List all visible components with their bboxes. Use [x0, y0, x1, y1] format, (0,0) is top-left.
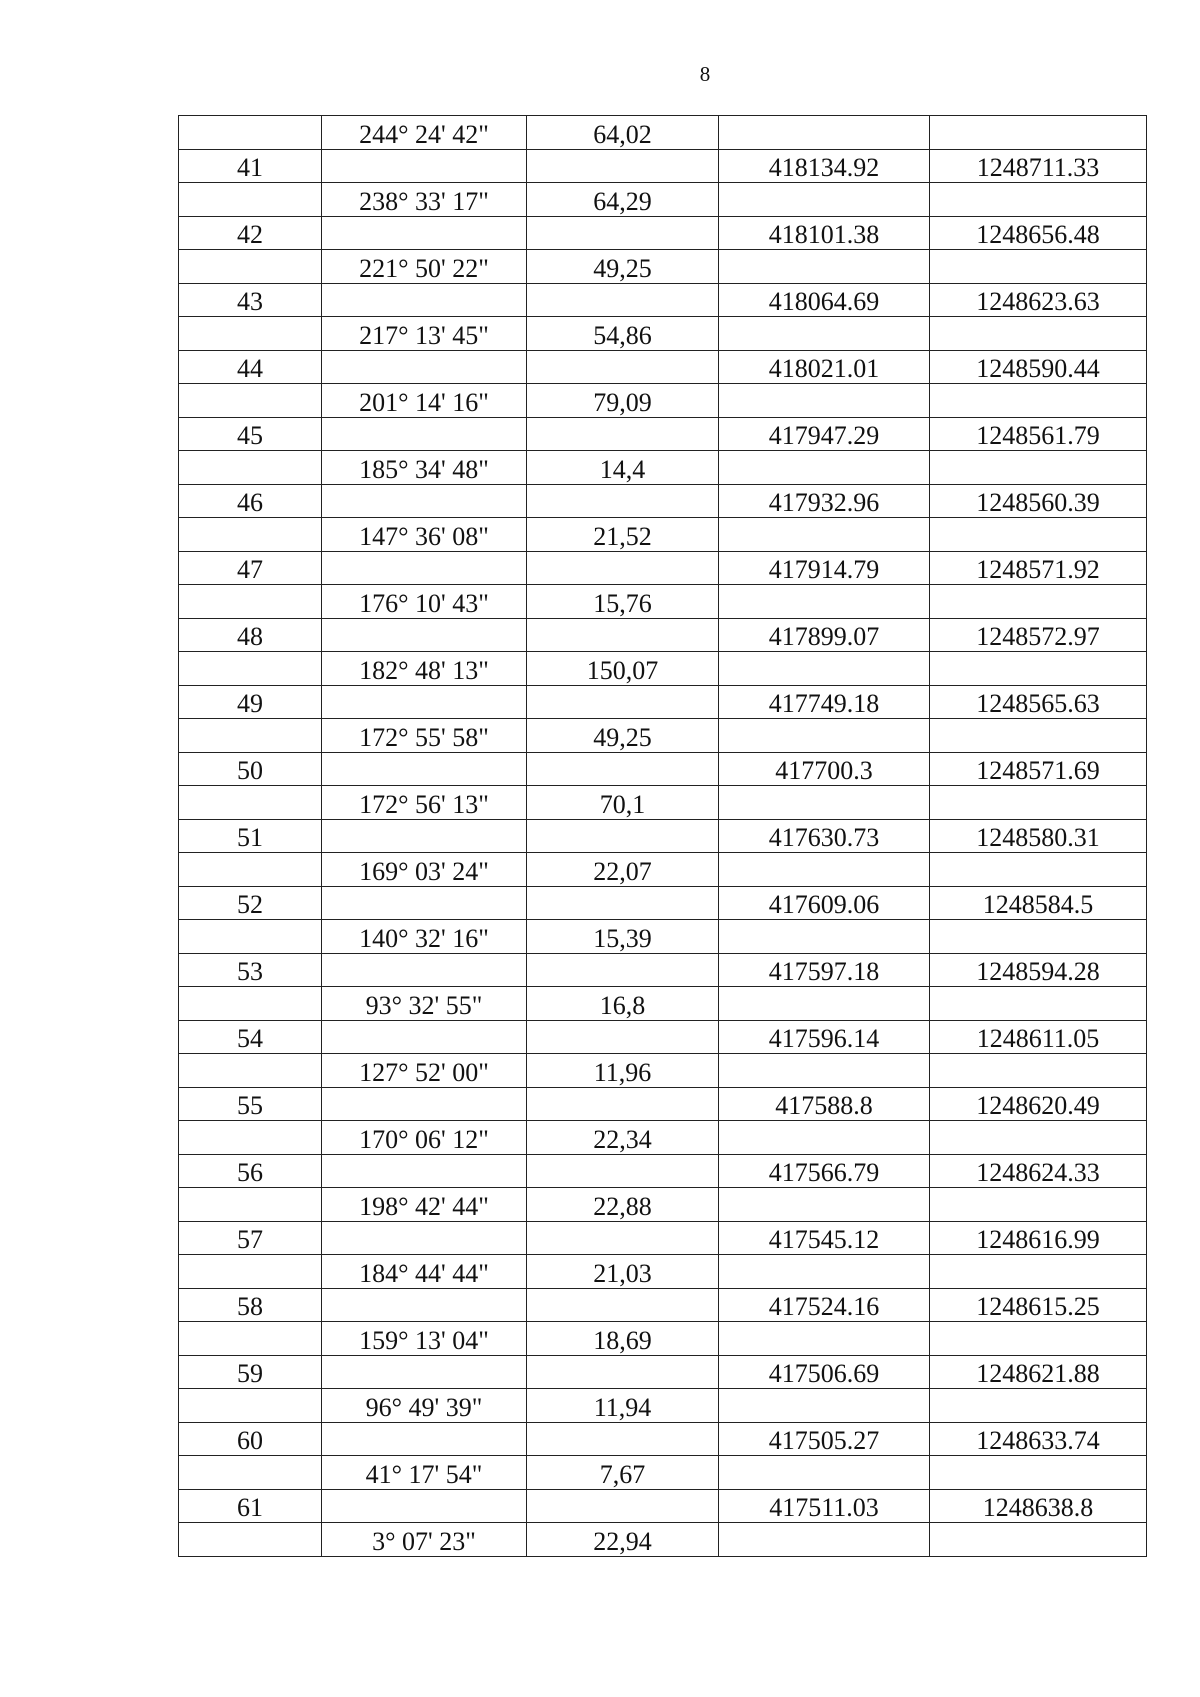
segment-row — [179, 116, 1147, 150]
distance-cell — [527, 953, 719, 987]
segment-row — [179, 317, 1147, 351]
y-coordinate-cell — [930, 1121, 1147, 1155]
x-coordinate-cell — [719, 183, 930, 217]
segment-row — [179, 518, 1147, 552]
distance-cell — [527, 551, 719, 585]
y-coordinate-cell — [930, 1322, 1147, 1356]
point-number-cell: 49 — [179, 685, 322, 719]
point-number-cell — [179, 183, 322, 217]
angle-cell: 3° 07' 23" — [322, 1523, 527, 1557]
distance-cell: 22,07 — [527, 853, 719, 887]
segment-row — [179, 1322, 1147, 1356]
distance-cell — [527, 819, 719, 853]
distance-cell: 15,76 — [527, 585, 719, 619]
point-number-cell: 47 — [179, 551, 322, 585]
point-row — [179, 1087, 1147, 1121]
angle-cell — [322, 1422, 527, 1456]
x-coordinate-cell: 417506.69 — [719, 1355, 930, 1389]
angle-cell — [322, 953, 527, 987]
angle-cell — [322, 1221, 527, 1255]
distance-cell — [527, 1288, 719, 1322]
angle-cell: 176° 10' 43" — [322, 585, 527, 619]
y-coordinate-cell — [930, 652, 1147, 686]
y-coordinate-cell: 1248638.8 — [930, 1489, 1147, 1523]
segment-row — [179, 786, 1147, 820]
point-row — [179, 953, 1147, 987]
point-row — [179, 1489, 1147, 1523]
angle-cell: 182° 48' 13" — [322, 652, 527, 686]
y-coordinate-cell — [930, 384, 1147, 418]
y-coordinate-cell — [930, 719, 1147, 753]
angle-cell — [322, 484, 527, 518]
angle-cell: 140° 32' 16" — [322, 920, 527, 954]
x-coordinate-cell: 417524.16 — [719, 1288, 930, 1322]
distance-cell — [527, 1355, 719, 1389]
angle-cell: 184° 44' 44" — [322, 1255, 527, 1289]
x-coordinate-cell: 418134.92 — [719, 149, 930, 183]
x-coordinate-cell: 417545.12 — [719, 1221, 930, 1255]
x-coordinate-cell: 417914.79 — [719, 551, 930, 585]
angle-cell: 170° 06' 12" — [322, 1121, 527, 1155]
x-coordinate-cell — [719, 317, 930, 351]
segment-row — [179, 1188, 1147, 1222]
x-coordinate-cell — [719, 1054, 930, 1088]
point-row — [179, 618, 1147, 652]
y-coordinate-cell — [930, 518, 1147, 552]
point-row — [179, 283, 1147, 317]
point-row — [179, 216, 1147, 250]
x-coordinate-cell — [719, 1322, 930, 1356]
angle-cell — [322, 551, 527, 585]
angle-cell — [322, 819, 527, 853]
x-coordinate-cell: 417609.06 — [719, 886, 930, 920]
segment-row — [179, 719, 1147, 753]
angle-cell — [322, 417, 527, 451]
angle-cell — [322, 149, 527, 183]
y-coordinate-cell: 1248580.31 — [930, 819, 1147, 853]
distance-cell: 21,03 — [527, 1255, 719, 1289]
point-number-cell: 42 — [179, 216, 322, 250]
distance-cell: 15,39 — [527, 920, 719, 954]
segment-row — [179, 1255, 1147, 1289]
angle-cell: 159° 13' 04" — [322, 1322, 527, 1356]
point-number-cell — [179, 1322, 322, 1356]
segment-row — [179, 987, 1147, 1021]
x-coordinate-cell: 417511.03 — [719, 1489, 930, 1523]
distance-cell — [527, 1422, 719, 1456]
point-number-cell: 60 — [179, 1422, 322, 1456]
distance-cell — [527, 417, 719, 451]
point-number-cell — [179, 920, 322, 954]
x-coordinate-cell: 417899.07 — [719, 618, 930, 652]
angle-cell — [322, 1154, 527, 1188]
x-coordinate-cell — [719, 1456, 930, 1490]
angle-cell — [322, 216, 527, 250]
distance-cell — [527, 752, 719, 786]
x-coordinate-cell — [719, 1121, 930, 1155]
angle-cell: 41° 17' 54" — [322, 1456, 527, 1490]
x-coordinate-cell — [719, 250, 930, 284]
x-coordinate-cell — [719, 1523, 930, 1557]
x-coordinate-cell — [719, 652, 930, 686]
distance-cell — [527, 484, 719, 518]
point-number-cell — [179, 786, 322, 820]
distance-cell: 7,67 — [527, 1456, 719, 1490]
point-number-cell: 43 — [179, 283, 322, 317]
y-coordinate-cell: 1248611.05 — [930, 1020, 1147, 1054]
point-row — [179, 1221, 1147, 1255]
point-number-cell: 48 — [179, 618, 322, 652]
y-coordinate-cell — [930, 183, 1147, 217]
y-coordinate-cell: 1248572.97 — [930, 618, 1147, 652]
y-coordinate-cell: 1248584.5 — [930, 886, 1147, 920]
x-coordinate-cell: 417566.79 — [719, 1154, 930, 1188]
angle-cell — [322, 283, 527, 317]
angle-cell — [322, 1020, 527, 1054]
angle-cell: 238° 33' 17" — [322, 183, 527, 217]
point-number-cell: 46 — [179, 484, 322, 518]
angle-cell: 198° 42' 44" — [322, 1188, 527, 1222]
point-number-cell — [179, 719, 322, 753]
angle-cell: 93° 32' 55" — [322, 987, 527, 1021]
point-row — [179, 1355, 1147, 1389]
point-number-cell: 50 — [179, 752, 322, 786]
point-number-cell: 57 — [179, 1221, 322, 1255]
point-row — [179, 350, 1147, 384]
angle-cell — [322, 350, 527, 384]
x-coordinate-cell — [719, 853, 930, 887]
point-row — [179, 417, 1147, 451]
segment-row — [179, 1456, 1147, 1490]
distance-cell — [527, 1221, 719, 1255]
point-number-cell: 45 — [179, 417, 322, 451]
point-number-cell — [179, 1523, 322, 1557]
y-coordinate-cell — [930, 451, 1147, 485]
point-number-cell — [179, 116, 322, 150]
angle-cell — [322, 1489, 527, 1523]
angle-cell: 147° 36' 08" — [322, 518, 527, 552]
x-coordinate-cell: 417932.96 — [719, 484, 930, 518]
point-number-cell — [179, 317, 322, 351]
x-coordinate-cell: 417505.27 — [719, 1422, 930, 1456]
y-coordinate-cell: 1248621.88 — [930, 1355, 1147, 1389]
point-number-cell: 44 — [179, 350, 322, 384]
point-number-cell — [179, 1054, 322, 1088]
angle-cell: 185° 34' 48" — [322, 451, 527, 485]
distance-cell — [527, 1020, 719, 1054]
x-coordinate-cell: 417597.18 — [719, 953, 930, 987]
y-coordinate-cell — [930, 1188, 1147, 1222]
y-coordinate-cell — [930, 585, 1147, 619]
coordinates-table — [178, 115, 1147, 1557]
segment-row — [179, 1389, 1147, 1423]
point-number-cell: 53 — [179, 953, 322, 987]
y-coordinate-cell — [930, 1054, 1147, 1088]
segment-row — [179, 652, 1147, 686]
angle-cell: 172° 55' 58" — [322, 719, 527, 753]
segment-row — [179, 451, 1147, 485]
angle-cell: 201° 14' 16" — [322, 384, 527, 418]
distance-cell — [527, 350, 719, 384]
x-coordinate-cell — [719, 1255, 930, 1289]
x-coordinate-cell: 417596.14 — [719, 1020, 930, 1054]
y-coordinate-cell — [930, 920, 1147, 954]
x-coordinate-cell — [719, 786, 930, 820]
x-coordinate-cell — [719, 719, 930, 753]
point-number-cell: 55 — [179, 1087, 322, 1121]
y-coordinate-cell: 1248571.92 — [930, 551, 1147, 585]
y-coordinate-cell: 1248615.25 — [930, 1288, 1147, 1322]
x-coordinate-cell: 417749.18 — [719, 685, 930, 719]
distance-cell: 49,25 — [527, 250, 719, 284]
segment-row — [179, 384, 1147, 418]
x-coordinate-cell — [719, 384, 930, 418]
angle-cell — [322, 1087, 527, 1121]
angle-cell — [322, 886, 527, 920]
segment-row — [179, 250, 1147, 284]
distance-cell — [527, 149, 719, 183]
x-coordinate-cell — [719, 116, 930, 150]
point-row — [179, 752, 1147, 786]
y-coordinate-cell: 1248594.28 — [930, 953, 1147, 987]
point-number-cell: 54 — [179, 1020, 322, 1054]
point-number-cell — [179, 518, 322, 552]
y-coordinate-cell — [930, 786, 1147, 820]
distance-cell — [527, 1087, 719, 1121]
point-number-cell — [179, 1456, 322, 1490]
y-coordinate-cell — [930, 853, 1147, 887]
point-number-cell — [179, 1389, 322, 1423]
segment-row — [179, 1054, 1147, 1088]
segment-row — [179, 585, 1147, 619]
distance-cell: 21,52 — [527, 518, 719, 552]
angle-cell: 96° 49' 39" — [322, 1389, 527, 1423]
distance-cell: 64,29 — [527, 183, 719, 217]
segment-row — [179, 853, 1147, 887]
point-number-cell — [179, 853, 322, 887]
x-coordinate-cell: 417588.8 — [719, 1087, 930, 1121]
x-coordinate-cell: 417700.3 — [719, 752, 930, 786]
x-coordinate-cell — [719, 451, 930, 485]
y-coordinate-cell: 1248616.99 — [930, 1221, 1147, 1255]
point-row — [179, 551, 1147, 585]
distance-cell — [527, 685, 719, 719]
y-coordinate-cell: 1248624.33 — [930, 1154, 1147, 1188]
point-row — [179, 1020, 1147, 1054]
y-coordinate-cell: 1248571.69 — [930, 752, 1147, 786]
point-number-cell — [179, 652, 322, 686]
page-number: 8 — [699, 62, 711, 86]
y-coordinate-cell — [930, 250, 1147, 284]
segment-row — [179, 1523, 1147, 1557]
point-number-cell — [179, 1121, 322, 1155]
distance-cell — [527, 618, 719, 652]
point-number-cell — [179, 384, 322, 418]
distance-cell: 22,88 — [527, 1188, 719, 1222]
distance-cell — [527, 1154, 719, 1188]
point-number-cell — [179, 451, 322, 485]
y-coordinate-cell — [930, 1456, 1147, 1490]
y-coordinate-cell: 1248633.74 — [930, 1422, 1147, 1456]
point-number-cell — [179, 987, 322, 1021]
distance-cell: 79,09 — [527, 384, 719, 418]
point-row — [179, 484, 1147, 518]
angle-cell: 172° 56' 13" — [322, 786, 527, 820]
distance-cell: 14,4 — [527, 451, 719, 485]
y-coordinate-cell: 1248623.63 — [930, 283, 1147, 317]
x-coordinate-cell: 417630.73 — [719, 819, 930, 853]
point-number-cell — [179, 585, 322, 619]
point-number-cell: 56 — [179, 1154, 322, 1188]
y-coordinate-cell — [930, 1255, 1147, 1289]
point-row — [179, 685, 1147, 719]
point-row — [179, 886, 1147, 920]
angle-cell: 244° 24' 42" — [322, 116, 527, 150]
x-coordinate-cell: 417947.29 — [719, 417, 930, 451]
point-row — [179, 819, 1147, 853]
y-coordinate-cell: 1248561.79 — [930, 417, 1147, 451]
x-coordinate-cell — [719, 920, 930, 954]
point-number-cell: 52 — [179, 886, 322, 920]
y-coordinate-cell: 1248656.48 — [930, 216, 1147, 250]
distance-cell: 54,86 — [527, 317, 719, 351]
angle-cell: 127° 52' 00" — [322, 1054, 527, 1088]
point-number-cell: 41 — [179, 149, 322, 183]
y-coordinate-cell: 1248620.49 — [930, 1087, 1147, 1121]
point-number-cell: 51 — [179, 819, 322, 853]
point-row — [179, 149, 1147, 183]
angle-cell: 217° 13' 45" — [322, 317, 527, 351]
distance-cell — [527, 283, 719, 317]
y-coordinate-cell — [930, 317, 1147, 351]
distance-cell: 150,07 — [527, 652, 719, 686]
point-row — [179, 1288, 1147, 1322]
table-body — [179, 116, 1147, 1557]
angle-cell — [322, 752, 527, 786]
distance-cell: 11,96 — [527, 1054, 719, 1088]
y-coordinate-cell: 1248565.63 — [930, 685, 1147, 719]
distance-cell: 49,25 — [527, 719, 719, 753]
distance-cell — [527, 216, 719, 250]
y-coordinate-cell: 1248590.44 — [930, 350, 1147, 384]
x-coordinate-cell — [719, 1389, 930, 1423]
point-number-cell: 58 — [179, 1288, 322, 1322]
segment-row — [179, 1121, 1147, 1155]
point-number-cell — [179, 250, 322, 284]
point-number-cell: 59 — [179, 1355, 322, 1389]
y-coordinate-cell — [930, 1523, 1147, 1557]
point-number-cell: 61 — [179, 1489, 322, 1523]
distance-cell — [527, 1489, 719, 1523]
distance-cell: 22,94 — [527, 1523, 719, 1557]
angle-cell: 169° 03' 24" — [322, 853, 527, 887]
point-number-cell — [179, 1188, 322, 1222]
distance-cell: 22,34 — [527, 1121, 719, 1155]
distance-cell: 70,1 — [527, 786, 719, 820]
y-coordinate-cell — [930, 987, 1147, 1021]
x-coordinate-cell — [719, 1188, 930, 1222]
y-coordinate-cell — [930, 1389, 1147, 1423]
distance-cell: 18,69 — [527, 1322, 719, 1356]
y-coordinate-cell: 1248711.33 — [930, 149, 1147, 183]
x-coordinate-cell: 418101.38 — [719, 216, 930, 250]
point-row — [179, 1154, 1147, 1188]
y-coordinate-cell — [930, 116, 1147, 150]
angle-cell: 221° 50' 22" — [322, 250, 527, 284]
x-coordinate-cell: 418064.69 — [719, 283, 930, 317]
distance-cell: 11,94 — [527, 1389, 719, 1423]
segment-row — [179, 920, 1147, 954]
angle-cell — [322, 1355, 527, 1389]
segment-row — [179, 183, 1147, 217]
angle-cell — [322, 685, 527, 719]
angle-cell — [322, 618, 527, 652]
x-coordinate-cell — [719, 987, 930, 1021]
distance-cell: 64,02 — [527, 116, 719, 150]
distance-cell: 16,8 — [527, 987, 719, 1021]
y-coordinate-cell: 1248560.39 — [930, 484, 1147, 518]
angle-cell — [322, 1288, 527, 1322]
point-number-cell — [179, 1255, 322, 1289]
distance-cell — [527, 886, 719, 920]
point-row — [179, 1422, 1147, 1456]
x-coordinate-cell: 418021.01 — [719, 350, 930, 384]
x-coordinate-cell — [719, 518, 930, 552]
x-coordinate-cell — [719, 585, 930, 619]
